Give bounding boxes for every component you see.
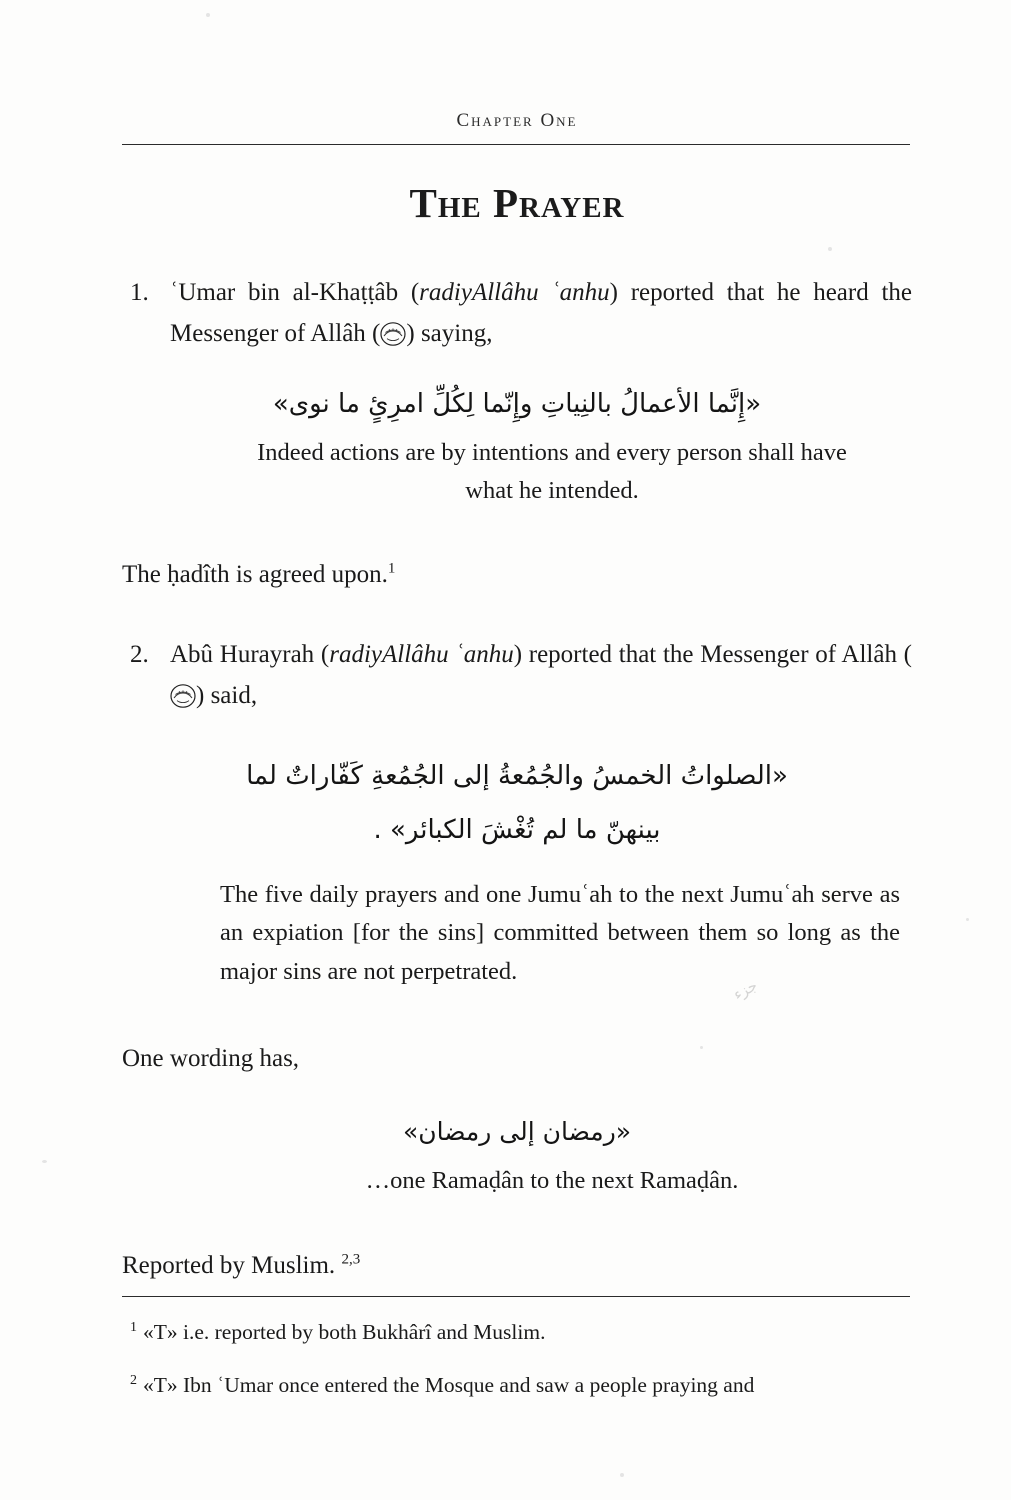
footnote-2-marker: 2 <box>130 1373 137 1389</box>
scan-speck <box>42 1160 47 1163</box>
agreed-upon-paragraph <box>122 555 912 596</box>
hadith-2-arabic-line-2: بينهنّ ما لم تُغْشَ الكبائر» . <box>373 815 661 846</box>
header-rule <box>122 144 910 145</box>
agreed-upon-text: The ḥadîth is agreed upon. <box>122 560 388 588</box>
scan-smudge: جزء <box>730 976 761 1004</box>
footnotes-section <box>122 1316 917 1423</box>
ramadan-arabic: «رمضان إلى رمضان» <box>402 1117 632 1147</box>
page-title: The Prayer <box>409 180 625 226</box>
footnote-ref-2-3: 2,3 <box>341 1251 361 1268</box>
footnote-1-marker: 1 <box>130 1319 137 1335</box>
hadith-text-2 <box>170 635 912 716</box>
salla-allahu-alayhi-wasallam-icon <box>170 684 196 708</box>
hadith-text-1 <box>170 273 912 354</box>
hadith-1-narrator: ʿUmar bin al-Khaṭṭâb ( <box>170 279 420 306</box>
hadith-1-honorific: radiyAllâhu ʿanhu <box>419 279 610 306</box>
hadith-2-arabic-line-1: «الصلواتُ الخمسُ والجُمُعةُ إلى الجُمُعةِ كَفّاراتٌ لما <box>246 761 788 792</box>
hadith-2-narrator: Abû Hurayrah ( <box>170 641 330 669</box>
hadith-number-1: 1. <box>130 279 149 306</box>
footnote-2-text: «T» Ibn ʿUmar once entered the Mosque and saw a people praying and <box>143 1373 755 1398</box>
footnote-2 <box>122 1369 917 1402</box>
hadith-1-translation: Indeed actions are by intentions and every person shall have what he intended. <box>257 439 847 505</box>
hadith-1-intro: ) reported that he heard the Messenger of Allâh ( <box>170 279 912 347</box>
running-head: Chapter One <box>456 110 578 131</box>
scan-speck <box>620 1473 624 1477</box>
hadith-2-translation: The five daily prayers and one Jumuʿah to the next Jumuʿah serve as an expiation [for the sins] committed between them so long as the major sins are not perpetrated. <box>220 881 900 985</box>
page-content <box>122 110 912 1286</box>
scan-speck <box>966 918 969 921</box>
hadith-entry-1 <box>122 273 912 354</box>
reported-by-paragraph <box>122 1246 912 1287</box>
hadith-number-2: 2. <box>130 641 149 669</box>
salla-allahu-alayhi-wasallam-icon <box>380 322 406 346</box>
scan-speck <box>206 13 210 17</box>
footnote-1 <box>122 1316 917 1349</box>
footnote-ref-1: 1 <box>387 560 396 577</box>
hadith-1-saying: ) saying, <box>406 319 493 347</box>
hadith-2-honorific: radiyAllâhu ʿanhu <box>329 641 514 669</box>
ramadan-translation: …one Ramaḍân to the next Ramaḍân. <box>365 1166 739 1194</box>
footnote-separator <box>122 1296 910 1297</box>
one-wording-paragraph: One wording has, <box>122 1044 300 1072</box>
hadith-2-intro: ) reported that the Messenger of Allâh ( <box>513 641 912 669</box>
reported-by-text: Reported by Muslim. <box>122 1251 336 1279</box>
hadith-2-saying: ) said, <box>196 681 258 709</box>
footnote-1-text: «T» i.e. reported by both Bukhârî and Muslim. <box>143 1320 546 1344</box>
hadith-1-arabic: «إِنَّما الأعمالُ بالنِياتِ وإِنّما لِكُلِّ امرِئٍ ما نوى» <box>272 389 762 419</box>
hadith-entry-2 <box>122 635 912 716</box>
